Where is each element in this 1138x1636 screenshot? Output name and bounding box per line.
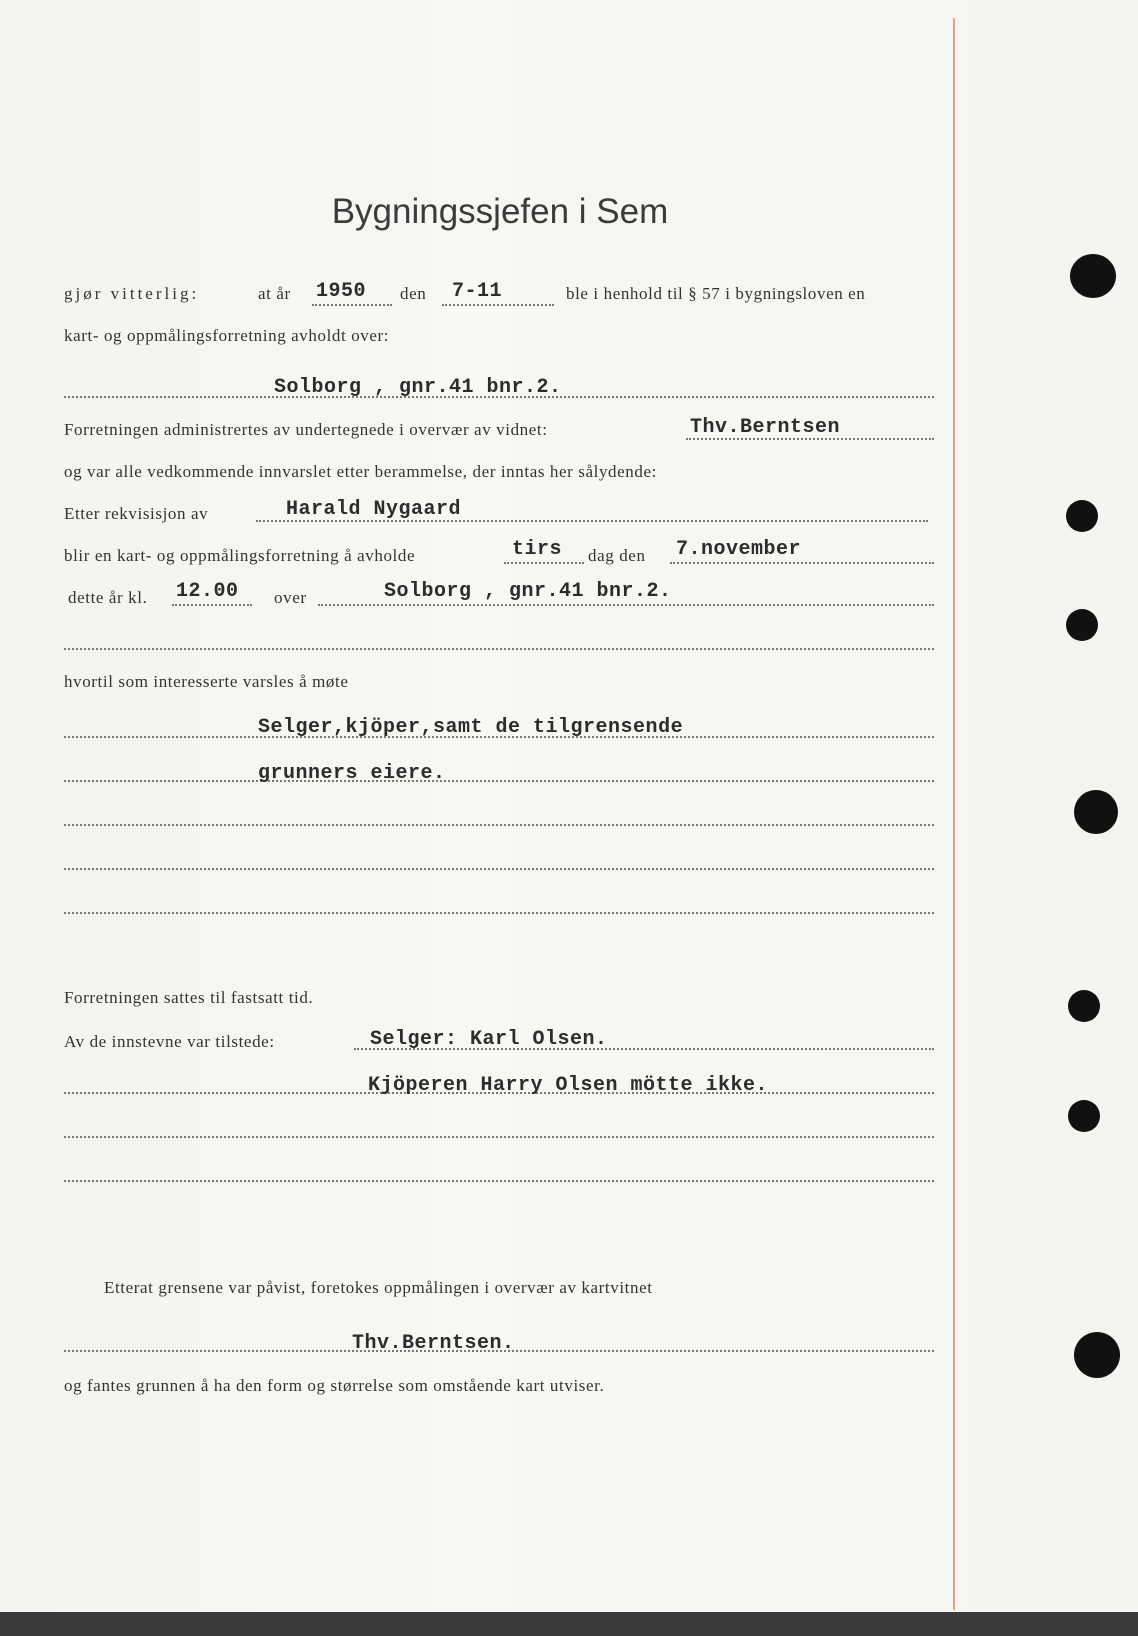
- meeting-label: blir en kart- og oppmålingsforretning å avholde: [64, 546, 416, 565]
- meeting-date-line: [670, 562, 934, 564]
- binder-hole: [1068, 1100, 1100, 1132]
- invited-text-2: grunners eiere.: [258, 762, 446, 785]
- present-label: Av de innstevne var tilstede:: [64, 1032, 275, 1051]
- blank-line: [64, 648, 934, 650]
- requisition-name: Harald Nygaard: [286, 498, 462, 521]
- requisition-label: Etter rekvisisjon av: [64, 504, 209, 523]
- blank-line: [64, 1180, 934, 1182]
- dag-label: dag den: [588, 546, 646, 565]
- gjor-label: gjør vitterlig:: [64, 284, 200, 303]
- binder-hole: [1074, 1332, 1120, 1378]
- meeting-date: 7.november: [676, 538, 802, 561]
- at-ar-label: at år: [258, 284, 291, 303]
- scan-edge: [0, 1612, 1138, 1636]
- binder-hole: [1066, 609, 1098, 641]
- witness-name: Thv.Berntsen: [690, 416, 841, 439]
- intro-line2: kart- og oppmålingsforretning avholdt over:: [64, 326, 390, 345]
- binder-hole: [1068, 990, 1100, 1022]
- present-1: Selger: Karl Olsen.: [370, 1028, 608, 1051]
- blank-line: [64, 824, 934, 826]
- property-value: Solborg , gnr.41 bnr.2.: [274, 376, 562, 399]
- blank-line: [64, 868, 934, 870]
- time-line: [172, 604, 252, 606]
- margin-line: [953, 18, 955, 1610]
- place-line: [318, 604, 934, 606]
- meeting-weekday: tirs: [512, 538, 563, 561]
- held-label: Forretningen sattes til fastsatt tid.: [64, 988, 314, 1007]
- meeting-time: 12.00: [176, 580, 239, 603]
- year-value: 1950: [316, 280, 367, 303]
- survey-witness: Thv.Berntsen.: [352, 1332, 515, 1355]
- survey-text: Etterat grensene var påvist, foretokes oppmålingen i overvær av kartvitnet: [104, 1278, 653, 1297]
- over-label: over: [274, 588, 307, 607]
- invited-text-1: Selger,kjöper,samt de tilgrensende: [258, 716, 684, 739]
- weekday-line: [504, 562, 584, 564]
- invited-label: hvortil som interesserte varsles å møte: [64, 672, 349, 691]
- witness-label: Forretningen administrertes av undertegnede i overvær av vidnet:: [64, 420, 548, 439]
- ble-text: ble i henhold til § 57 i bygningsloven en: [566, 284, 866, 303]
- present-2: Kjöperen Harry Olsen mötte ikke.: [368, 1074, 769, 1097]
- meeting-place: Solborg , gnr.41 bnr.2.: [384, 580, 672, 603]
- blank-line: [64, 1136, 934, 1138]
- blank-line: [64, 912, 934, 914]
- date-line: [442, 304, 554, 306]
- den-label: den: [400, 284, 427, 303]
- date-value: 7-11: [452, 280, 503, 303]
- page-title: Bygningssjefen i Sem: [331, 192, 669, 231]
- year-line: [312, 304, 392, 306]
- survey-closing: og fantes grunnen å ha den form og størrelse som omstående kart utviser.: [64, 1376, 605, 1395]
- dette-label: dette år kl.: [68, 588, 148, 607]
- binder-hole: [1066, 500, 1098, 532]
- summons-text: og var alle vedkommende innvarslet etter berammelse, der inntas her sålydende:: [64, 462, 657, 481]
- binder-hole: [1074, 790, 1118, 834]
- invited-line-2: [64, 780, 934, 782]
- binder-hole: [1070, 254, 1116, 298]
